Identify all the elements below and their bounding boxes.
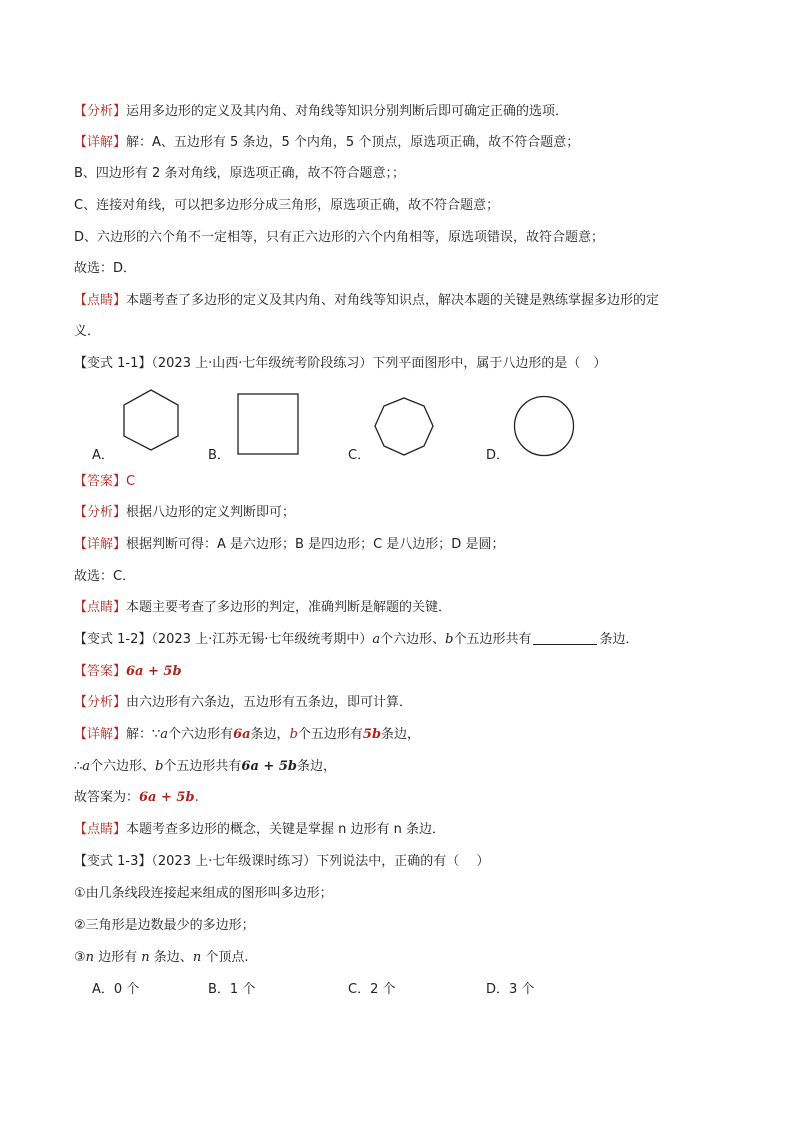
question-source: （2023 上·山西·七年级统考阶段练习） (151, 356, 373, 371)
statement-part: 条边、 (149, 950, 193, 965)
option-a-label: A． (92, 448, 114, 463)
detail-line-b: B、四边形有 2 条对角线，原选项正确，故不符合题意；； (74, 166, 405, 181)
analysis-text: 由六边形有六条边，五边形有五条边，即可计算． (126, 695, 413, 710)
detail-part: ∴ (74, 759, 83, 774)
comment-line (74, 291, 754, 311)
octagon-shape (372, 396, 436, 458)
option-b-label: B． (208, 448, 230, 463)
var-b: b (155, 759, 164, 774)
var-a: a (372, 632, 381, 647)
option-a: A．0 个 (92, 982, 140, 997)
choose-line: 故选：D． (74, 261, 137, 276)
comment-tag: 【点睛】 (74, 600, 127, 615)
statement-1: ①由几条线段连接起来组成的图形叫多边形； (74, 886, 333, 901)
option-d: D．3 个 (486, 982, 535, 997)
question-part: 个五边形共有 (453, 632, 532, 647)
answer-blank (533, 630, 597, 645)
statement-part: 个顶点. (201, 950, 249, 965)
detail-part: 个六边形有 (168, 727, 234, 742)
question-text: 下列平面图形中，属于八边形的是（ ） (372, 356, 607, 371)
comment-tag: 【点睛】 (74, 293, 127, 308)
analysis-line (74, 503, 754, 523)
detail-part: 个五边形有 (297, 727, 363, 742)
final-answer-line (74, 788, 754, 808)
answer-tag: 【答案】 (74, 474, 127, 489)
var-n: n (141, 950, 150, 965)
final-prefix: 故答案为： (74, 790, 140, 805)
variant-1-2-question (74, 630, 754, 650)
variant-tag: 【变式 1-3】 (74, 854, 152, 869)
option-b: B．1 个 (208, 982, 256, 997)
option-c-label: C． (348, 448, 371, 463)
square-shape (236, 392, 300, 456)
var-a: a (160, 727, 169, 742)
option-d-label: D． (486, 448, 510, 463)
final-expr: 6a + 5b (139, 790, 195, 805)
analysis-tag: 【分析】 (74, 505, 127, 520)
var-n: n (85, 950, 95, 965)
statement-part: ③ (74, 950, 86, 965)
var-n: n (192, 950, 202, 965)
comment-text: 本题主要考查了多边形的判定，准确判断是解题的关键． (126, 600, 452, 615)
final-end: . (194, 790, 199, 805)
statement-3 (74, 948, 754, 968)
question-part: 条边． (599, 632, 639, 647)
detail-line-1 (74, 725, 754, 745)
detail-tag: 【详解】 (74, 537, 127, 552)
answer-expr: 6a + 5b (126, 664, 182, 679)
detail-line-2 (74, 757, 754, 777)
detail-line-a (74, 133, 754, 153)
detail-line (74, 535, 754, 555)
analysis-tag: 【分析】 (74, 104, 127, 119)
statement-2: ②三角形是边数最少的多边形； (74, 918, 255, 933)
analysis-text: 运用多边形的定义及其内角、对角线等知识分别判断后即可确定正确的选项． (126, 104, 569, 119)
answer-line (74, 662, 754, 682)
question-source: （2023 上·七年级课时练习） (151, 854, 317, 869)
detail-part: 条边， (250, 727, 290, 742)
detail-part: 解：∵ (126, 727, 161, 742)
analysis-line (74, 693, 754, 713)
comment-line (74, 820, 754, 840)
expr-total: 6a + 5b (241, 759, 297, 774)
comment-line (74, 598, 754, 618)
choose-line: 故选：C． (74, 569, 136, 584)
comment-tag: 【点睛】 (74, 822, 127, 837)
detail-tag: 【详解】 (74, 135, 127, 150)
answer-tag: 【答案】 (74, 664, 127, 679)
hexagon-shape (120, 388, 182, 452)
comment-text: 本题考查了多边形的定义及其内角、对角线等知识点，解决本题的关键是熟练掌握多边形的定 (126, 293, 660, 308)
circle-shape (512, 394, 576, 458)
var-b: b (289, 727, 298, 742)
detail-part: 条边， (296, 759, 336, 774)
answer-text: C (126, 474, 136, 489)
question-text: 下列说法中，正确的有（ ） (316, 854, 490, 869)
detail-part: 个六边形、 (90, 759, 156, 774)
option-c: C．2 个 (348, 982, 396, 997)
detail-text: 根据判断可得：A 是六边形；B 是四边形；C 是八边形；D 是圆； (126, 537, 505, 552)
statement-part: 边形有 (94, 950, 142, 965)
expr-6a: 6a (233, 727, 251, 742)
detail-text-a: 解：A、五边形有 5 条边，5 个内角，5 个顶点，原选项正确，故不符合题意； (126, 135, 580, 150)
analysis-text: 根据八边形的定义判断即可； (126, 505, 296, 520)
var-b: b (445, 632, 454, 647)
detail-line-d: D、六边形的六个角不一定相等，只有正六边形的六个内角相等，原选项错误，故符合题意； (74, 230, 605, 245)
variant-tag: 【变式 1-2】 (74, 632, 152, 647)
question-source: （2023 上·江苏无锡·七年级统考期中） (151, 632, 373, 647)
question-part: 个六边形、 (380, 632, 446, 647)
comment-text: 本题考查多边形的概念，关键是掌握 n 边形有 n 条边． (126, 822, 446, 837)
detail-line-c: C、连接对角线，可以把多边形分成三角形，原选项正确，故不符合题意； (74, 198, 500, 213)
analysis-line (74, 102, 754, 122)
expr-5b: 5b (362, 727, 382, 742)
detail-tag: 【详解】 (74, 727, 127, 742)
detail-part: 条边， (381, 727, 421, 742)
variant-1-3-question (74, 852, 754, 872)
comment-line-cont: 义． (74, 324, 101, 339)
variant-tag: 【变式 1-1】 (74, 356, 152, 371)
detail-part: 个五边形共有 (163, 759, 242, 774)
var-a: a (82, 759, 91, 774)
variant-1-1-question (74, 354, 754, 374)
answer-line (74, 472, 754, 492)
analysis-tag: 【分析】 (74, 695, 127, 710)
